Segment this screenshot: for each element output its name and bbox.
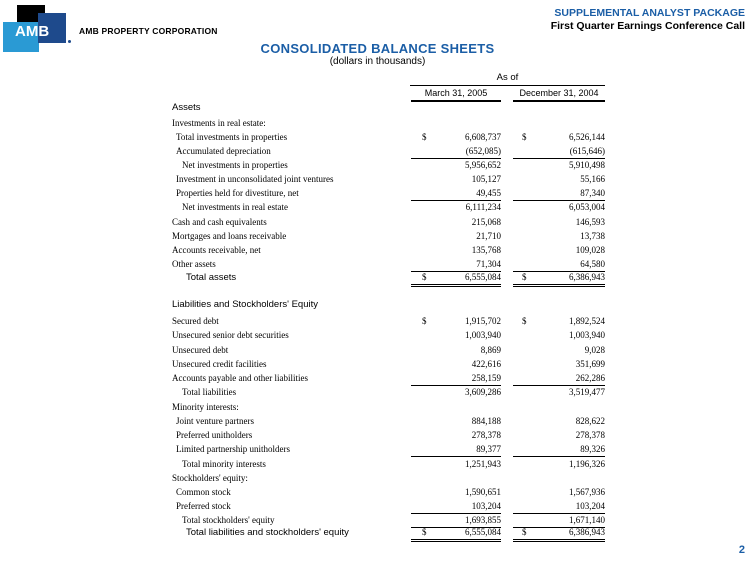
dollar-sign: $ (522, 316, 527, 326)
value-dec-2004: 89,326 (513, 444, 605, 457)
value-mar-2005: 1,590,651 (465, 487, 501, 497)
row-label: Joint venture partners (176, 416, 254, 426)
value-mar-2005: 1,693,855 (411, 515, 501, 528)
value-mar-2005: 5,956,652 (465, 160, 501, 170)
row-label: Minority interests: (172, 402, 239, 412)
value-mar-2005: 21,710 (476, 231, 501, 241)
table-row (172, 245, 605, 259)
table-row (172, 345, 605, 359)
row-label: Preferred stock (176, 501, 231, 511)
package-title: SUPPLEMENTAL ANALYST PACKAGE (554, 7, 745, 19)
value-dec-2004: 1,003,940 (569, 330, 605, 340)
liabilities-heading: Liabilities and Stockholders' Equity (172, 299, 318, 310)
as-of-header: As of (410, 72, 605, 86)
column-header-dec-2004: December 31, 2004 (513, 88, 605, 102)
table-row (172, 402, 605, 416)
value-dec-2004: 13,738 (580, 231, 605, 241)
row-label: Stockholders' equity: (172, 473, 248, 483)
table-row (172, 459, 605, 473)
row-label: Unsecured debt (172, 345, 229, 355)
value-mar-2005: 6,555,084 (411, 272, 501, 287)
row-label: Total investments in properties (176, 132, 288, 142)
value-mar-2005: 105,127 (471, 174, 501, 184)
table-row (172, 188, 605, 202)
row-label: Total stockholders' equity (182, 515, 275, 525)
row-label: Properties held for divestiture, net (176, 188, 299, 198)
table-row (172, 444, 605, 458)
value-mar-2005: 422,616 (471, 359, 501, 369)
row-label: Unsecured credit facilities (172, 359, 267, 369)
value-dec-2004: 1,892,524 (569, 316, 605, 326)
dollar-sign: $ (422, 316, 427, 326)
value-dec-2004: 55,166 (580, 174, 605, 184)
value-dec-2004: 146,593 (575, 217, 605, 227)
value-mar-2005: 8,869 (480, 345, 501, 355)
value-dec-2004: 6,526,144 (569, 132, 605, 142)
value-dec-2004: 109,028 (575, 245, 605, 255)
value-dec-2004: 278,378 (575, 430, 605, 440)
value-dec-2004: 103,204 (513, 501, 605, 514)
table-row-total-liabilities-equity (172, 527, 605, 541)
row-label: Total liabilities and stockholders' equity (186, 527, 349, 538)
value-mar-2005: 3,609,286 (465, 387, 501, 397)
value-mar-2005: 884,188 (471, 416, 501, 426)
table-row (172, 118, 605, 132)
value-mar-2005: 215,068 (471, 217, 501, 227)
table-row (172, 416, 605, 430)
row-label: Investment in unconsolidated joint ventures (176, 174, 334, 184)
value-mar-2005: 49,455 (411, 188, 501, 201)
table-row (172, 359, 605, 373)
table-row (172, 316, 605, 330)
value-mar-2005: 1,003,940 (465, 330, 501, 340)
value-mar-2005: 278,378 (471, 430, 501, 440)
value-dec-2004: 1,196,326 (569, 459, 605, 469)
table-row (172, 330, 605, 344)
table-row (172, 160, 605, 174)
row-label: Secured debt (172, 316, 219, 326)
value-dec-2004: 351,699 (575, 359, 605, 369)
dollar-sign: $ (522, 132, 527, 142)
row-label: Accounts payable and other liabilities (172, 373, 308, 383)
row-label: Preferred unitholders (176, 430, 253, 440)
value-dec-2004: (615,646) (513, 146, 605, 159)
table-row (172, 202, 605, 216)
value-dec-2004: 262,286 (513, 373, 605, 386)
value-mar-2005: (652,085) (411, 146, 501, 159)
value-mar-2005: 6,111,234 (465, 202, 501, 212)
dollar-sign: $ (422, 527, 427, 537)
table-row (172, 132, 605, 146)
value-mar-2005: 6,608,737 (465, 132, 501, 142)
value-dec-2004: 1,671,140 (513, 515, 605, 528)
dollar-sign: $ (422, 272, 427, 282)
dollar-sign: $ (422, 132, 427, 142)
value-dec-2004: 6,053,004 (569, 202, 605, 212)
row-label: Common stock (176, 487, 231, 497)
row-label: Accounts receivable, net (172, 245, 261, 255)
row-label: Unsecured senior debt securities (172, 330, 289, 340)
row-label: Limited partnership unitholders (176, 444, 290, 454)
value-mar-2005: 1,915,702 (465, 316, 501, 326)
value-dec-2004: 64,580 (513, 259, 605, 272)
value-dec-2004: 828,622 (575, 416, 605, 426)
value-mar-2005: 6,555,084 (411, 527, 501, 542)
dollar-sign: $ (522, 272, 527, 282)
row-label: Other assets (172, 259, 216, 269)
value-dec-2004: 3,519,477 (569, 387, 605, 397)
value-mar-2005: 89,377 (411, 444, 501, 457)
value-mar-2005: 135,768 (471, 245, 501, 255)
table-row (172, 487, 605, 501)
table-row (172, 387, 605, 401)
row-label: Accumulated depreciation (176, 146, 271, 156)
value-mar-2005: 71,304 (411, 259, 501, 272)
table-row (172, 146, 605, 160)
column-header-mar-2005: March 31, 2005 (411, 88, 501, 102)
header-right (551, 7, 745, 33)
table-row (172, 259, 605, 273)
page-title: CONSOLIDATED BALANCE SHEETS (260, 41, 495, 56)
value-mar-2005: 1,251,943 (465, 459, 501, 469)
row-label: Net investments in properties (182, 160, 288, 170)
table-row (172, 430, 605, 444)
logo-text: AMB (15, 23, 50, 40)
value-mar-2005: 258,159 (411, 373, 501, 386)
dollar-sign: $ (522, 527, 527, 537)
event-title: First Quarter Earnings Conference Call (550, 20, 745, 32)
company-name: AMB PROPERTY CORPORATION (79, 26, 218, 36)
row-label: Total assets (186, 272, 237, 283)
table-row-total-assets (172, 272, 605, 286)
value-mar-2005: 103,204 (411, 501, 501, 514)
table-row (172, 501, 605, 515)
row-label: Investments in real estate: (172, 118, 266, 128)
page-number: 2 (738, 544, 745, 556)
table-row (172, 373, 605, 387)
row-label: Net investments in real estate (182, 202, 288, 212)
table-row (172, 217, 605, 231)
assets-heading: Assets (172, 102, 201, 113)
table-row (172, 231, 605, 245)
value-dec-2004: 9,028 (584, 345, 605, 355)
page-subtitle: (dollars in thousands) (329, 56, 426, 67)
value-dec-2004: 6,386,943 (513, 272, 605, 287)
table-row (172, 473, 605, 487)
row-label: Total liabilities (182, 387, 237, 397)
value-dec-2004: 87,340 (513, 188, 605, 201)
value-dec-2004: 6,386,943 (513, 527, 605, 542)
value-dec-2004: 1,567,936 (569, 487, 605, 497)
row-label: Total minority interests (182, 459, 266, 469)
row-label: Cash and cash equivalents (172, 217, 267, 227)
value-dec-2004: 5,910,498 (569, 160, 605, 170)
row-label: Mortgages and loans receivable (172, 231, 287, 241)
table-row (172, 174, 605, 188)
